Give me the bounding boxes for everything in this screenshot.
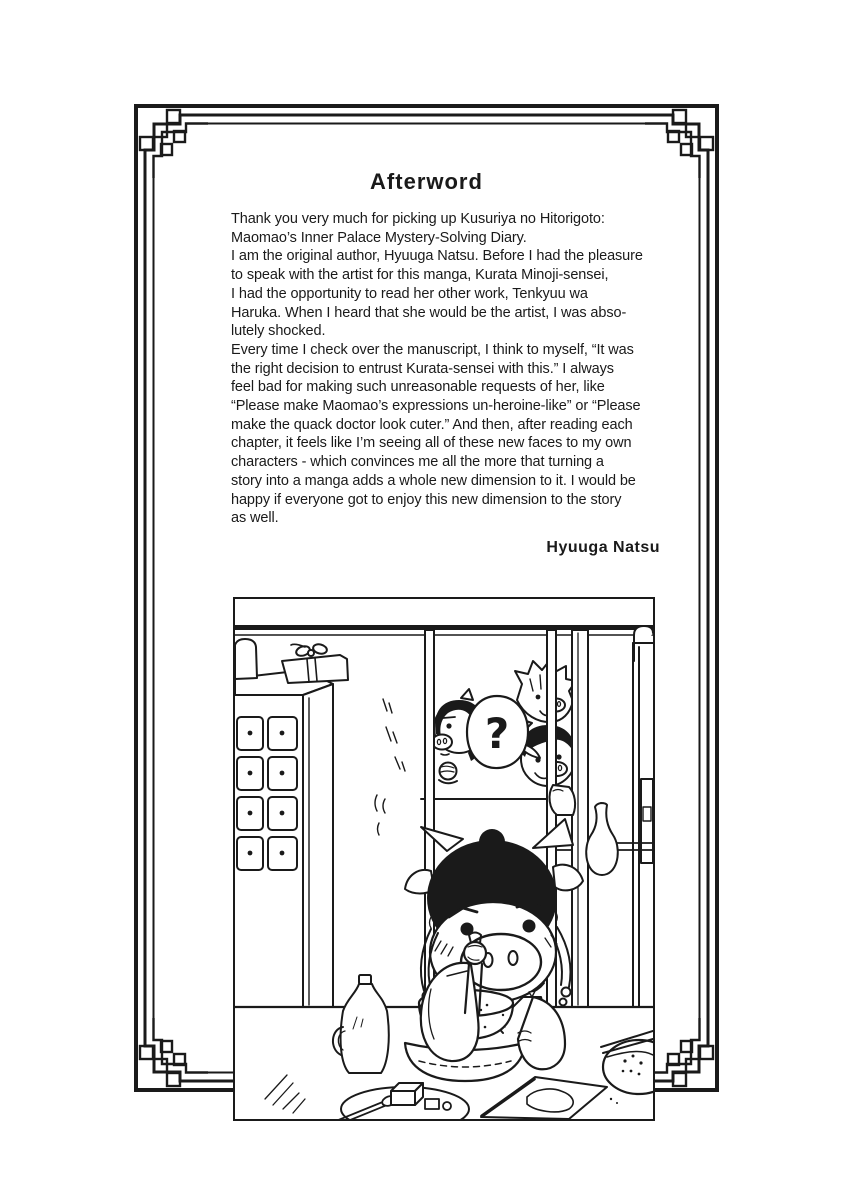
gift-box	[282, 643, 348, 683]
text-line: happy if everyone got to enjoy this new dimension to the story	[231, 491, 622, 508]
ceiling-beam	[235, 625, 653, 635]
text-line: characters - which convinces me all the more that turning a	[231, 454, 604, 471]
author-signature: Hyuuga Natsu	[546, 539, 660, 556]
text-line: to speak with the artist for this manga, Kurata Minoji-sensei,	[231, 267, 609, 284]
text-line: I had the opportunity to read her other work, Tenkyuu wa	[231, 285, 588, 302]
afterword-text	[231, 210, 671, 528]
text-line: Thank you very much for picking up Kusuriya no Hitorigoto:	[231, 211, 605, 227]
text-line: Haruka. When I heard that she would be the artist, I was abso-	[231, 304, 627, 321]
text-line: make the quack doctor look cuter.” And then, after reading each	[231, 416, 633, 433]
text-line: feel bad for making such unreasonable requests of her, like	[231, 379, 605, 396]
shine-marks	[265, 1075, 305, 1113]
plate	[331, 1083, 469, 1119]
page-title: Afterword	[370, 169, 483, 194]
motion-marks	[375, 699, 405, 835]
text-line: I am the original author, Hyuuga Natsu. Before I had the pleasure	[231, 248, 643, 265]
text-line: “Please make Maomao’s expressions un-heroine-like” or “Please	[231, 398, 641, 415]
jar-icon	[235, 639, 257, 679]
sake-bottle	[333, 975, 389, 1073]
medicine-cabinet	[235, 639, 348, 1007]
text-line: story into a manga adds a whole new dimension to it. I would be	[231, 472, 636, 489]
herb-bowl	[601, 1031, 653, 1104]
afterword-illustration	[233, 597, 655, 1121]
cabinet-drawers	[237, 717, 297, 870]
vase-icon	[586, 803, 618, 875]
text-line: lutely shocked.	[231, 323, 326, 340]
text-line: Maomao’s Inner Palace Mystery-Solving Diary.	[231, 229, 527, 246]
right-cabinet	[633, 626, 653, 1007]
illustration-art	[235, 599, 653, 1119]
text-line: chapter, it feels like I’m seeing all of these new faces to my own	[231, 435, 632, 452]
question-mark-glyph: ?	[484, 709, 510, 758]
text-line: the right decision to entrust Kurata-sensei with this.” I always	[231, 360, 614, 377]
text-line: Every time I check over the manuscript, I think to myself, “It was	[231, 341, 634, 358]
paper-packet	[481, 1077, 607, 1119]
text-line: as well.	[231, 510, 279, 527]
